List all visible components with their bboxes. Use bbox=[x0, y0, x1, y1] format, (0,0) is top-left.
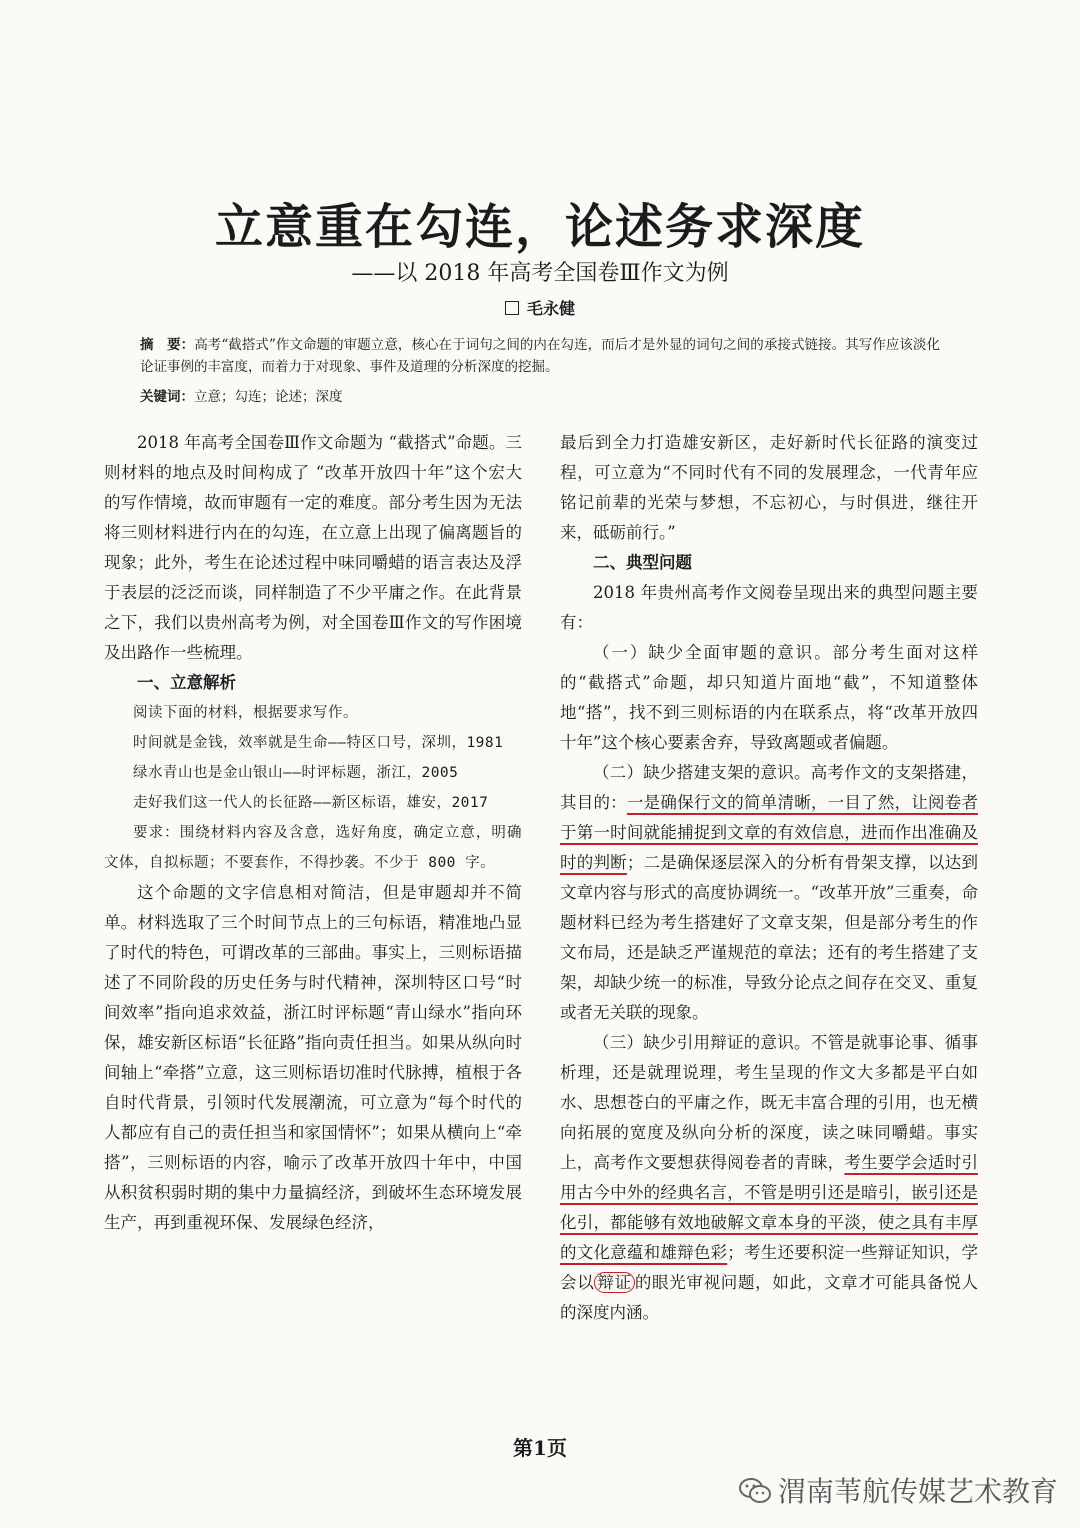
continuation-paragraph: 最后到全力打造雄安新区，走好新时代长征路的演变过程，可立意为“不同时代有不同的发展理念，一代青年应铭记前辈的光荣与梦想，不忘初心，与时俱进，继往开来，砥砺前行。” bbox=[560, 433, 978, 542]
problem-2 bbox=[560, 758, 978, 1028]
problem-1: （一）缺少全面审题的意识。部分考生面对这样的“截搭式”命题，却只知道片面地“截”，不知道整体地“搭”，找不到三则标语的内在联系点，将“改革开放四十年”这个核心要素舍弃，导致离题或者偏题。 bbox=[560, 643, 978, 752]
analysis-paragraph: 这个命题的文字信息相对简洁，但是审题却并不简单。材料选取了三个时间节点上的三句标语，精准地凸显了时代的特色，可谓改革的三部曲。事实上，三则标语描述了不同阶段的历史任务与时代精神，深圳特区口号“时间效率”指向追求效益，浙江时评标题“青山绿水”指向环保，雄安新区标语“长征路”指向责任担当。如果从纵向时间轴上“牵搭”立意，这三则标语切准时代脉搏，植根于各自时代背景，引领时代发展潮流，可立意为“每个时代的人都应有自己的责任担当和家国情怀”；如果从横向上“牵搭”，三则标语的内容，喻示了改革开放四十年中，中国从积贫积弱时期的集中力量搞经济，到破坏生态环境发展生产，再到重视环保、发展绿色经济， bbox=[104, 883, 522, 1232]
problem-3-mid: ；考生还要积淀一些辩证知识，学会以 bbox=[560, 1243, 979, 1292]
keywords-label: 关键词： bbox=[140, 389, 194, 405]
annotated-underline-2: 考生要学会适时引用古今中外的经典名言，不管是明引还是暗引，嵌引还是化引，都能够有效地破解文章本身的平淡，使之具有丰厚的文化意蕴和雄辩色彩 bbox=[560, 1153, 979, 1262]
prompt-requirements: 要求：围绕材料内容及含意，选好角度，确定立意，明确文体，自拟标题；不要套作，不得抄袭。不少于 800 字。 bbox=[104, 825, 522, 871]
article-subtitle: ——以 2018 年高考全国卷Ⅲ作文为例 bbox=[351, 261, 729, 286]
abstract-text: 高考“截搭式”作文命题的审题立意，核心在于词句之间的内在勾连，而后才是外显的词句之间的承接式链接。其写作应该淡化论证事例的丰富度，而着力于对现象、事件及道理的分析深度的挖掘。 bbox=[140, 337, 940, 375]
problem-2-tail: 。“改革开放”三重奏，命题材料已经为考生搭建好了文章支架，但是部分考生的作文布局，还是缺乏严谨规范的章法；还有的考生搭建了支架，却缺少统一的标准，导致分论点之间存在交叉、重复或者无关联的现象。 bbox=[560, 883, 979, 1022]
keywords-text: 立意；勾连；论述；深度 bbox=[194, 389, 343, 405]
left-column bbox=[104, 428, 522, 1238]
problem-3-lead: （三）缺少引用辩证的意识。不管是就事论事、循事析理，还是就理说理，考生呈现的作文大多都是平白如水、思想苍白的平庸之作，既无丰富合理的引用，也无横向拓展的宽度及纵向分析的深度，读之味同嚼蜡。事实上，高考作文要想获得阅卷者的青睐， bbox=[560, 1033, 978, 1172]
problem-3-tail: 的眼光审视问题，如此，文章才可能具备悦人的深度内涵。 bbox=[560, 1273, 979, 1322]
problem-2-lead: （二）缺少搭建支架的意识。高考作文的支架搭建，其目的： bbox=[560, 763, 978, 812]
problem-3 bbox=[560, 1028, 978, 1328]
prompt-material-3: 走好我们这一代人的长征路——新区标语，雄安，2017 bbox=[133, 795, 489, 811]
watermark bbox=[738, 1470, 1058, 1512]
page-number: 第1页 bbox=[513, 1436, 567, 1460]
keywords bbox=[140, 386, 940, 408]
wechat-icon bbox=[738, 1477, 772, 1512]
problem-2-mid: ；二是确保逐层深入的分析有骨架支撑，以达到文章内容与形式的高度协调统一 bbox=[560, 853, 979, 902]
abstract bbox=[140, 334, 940, 378]
annotated-circle: 辩证 bbox=[594, 1272, 634, 1293]
intro-paragraph: 2018 年高考全国卷Ⅲ作文命题为 “截搭式”命题。三则材料的地点及时间构成了 “改革开放四十年”这个宏大的写作情境，故而审题有一定的难度。部分考生因为无法将三则材料进行内在的勾连，在立意上出现了偏离题旨的现象；此外，考生在论述过程中味同嚼蜡的语言表达及浮于表层的泛泛而谈，同样制造了不少平庸之作。在此背景之下，我们以贵州高考为例，对全国卷Ⅲ作文的写作困境及出路作一些梳理。 bbox=[104, 433, 522, 662]
author-box-icon bbox=[505, 301, 519, 315]
section-heading-2: 二、典型问题 bbox=[593, 553, 692, 572]
watermark-text: 渭南苇航传媒艺术教育 bbox=[778, 1475, 1059, 1508]
section-heading-1: 一、立意解析 bbox=[137, 673, 236, 692]
prompt-material-2: 绿水青山也是金山银山——时评标题，浙江，2005 bbox=[133, 765, 459, 781]
author-name: 毛永健 bbox=[526, 299, 575, 318]
abstract-label: 摘 要： bbox=[140, 337, 195, 353]
annotated-underline-1: 一是确保行文的简单清晰，一目了然，让阅卷者于第一时间就能捕捉到文章的有效信息，进而作出准确及时的判断 bbox=[560, 793, 979, 872]
problems-intro: 2018 年贵州高考作文阅卷呈现出来的典型问题主要有： bbox=[560, 583, 978, 632]
prompt-instruction: 阅读下面的材料，根据要求写作。 bbox=[133, 705, 358, 721]
right-column bbox=[560, 428, 978, 1328]
article-title: 立意重在勾连，论述务求深度 bbox=[214, 199, 865, 255]
prompt-material-1: 时间就是金钱，效率就是生命——特区口号，深圳，1981 bbox=[133, 735, 504, 751]
author-line bbox=[0, 296, 1080, 319]
